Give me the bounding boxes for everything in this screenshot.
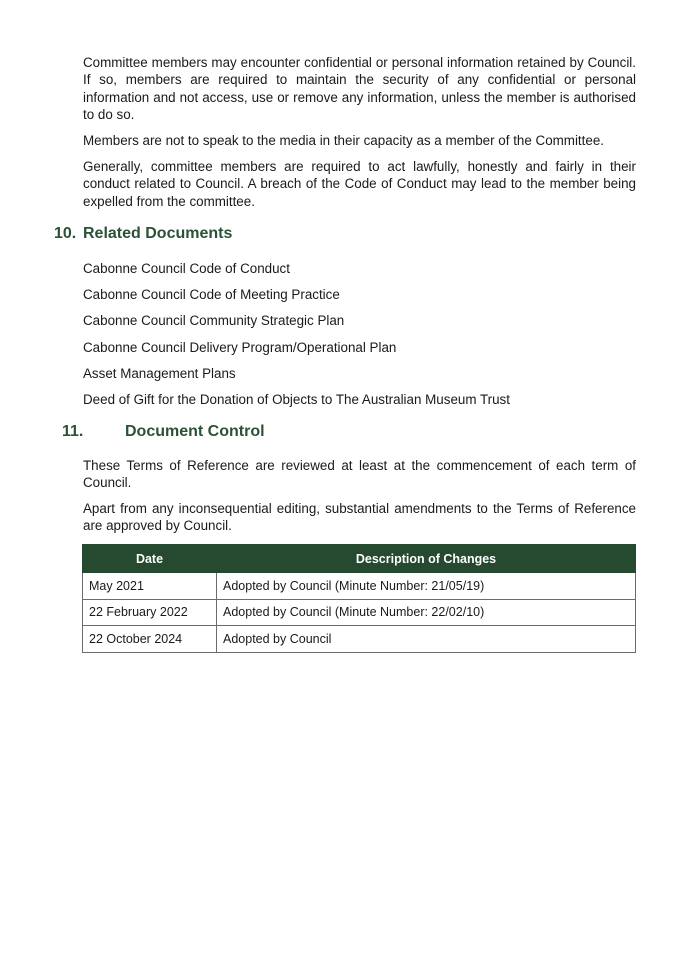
related-document-item: Deed of Gift for the Donation of Objects to The Australian Museum Trust <box>83 392 510 407</box>
section-11-number: 11. <box>62 423 84 440</box>
description-cell: Adopted by Council (Minute Number: 22/02/10) <box>217 599 636 626</box>
table-row <box>83 573 636 600</box>
table-row <box>83 626 636 653</box>
document-control-table <box>82 544 636 653</box>
related-document-item: Cabonne Council Code of Conduct <box>83 261 290 276</box>
section-10-number: 10. <box>54 225 77 242</box>
section-10-title: Related Documents <box>83 225 233 242</box>
date-cell: May 2021 <box>83 573 217 600</box>
amendments-paragraph: Apart from any inconsequential editing, substantial amendments to the Terms of Reference are approved by Council. <box>83 501 636 534</box>
date-column-header: Date <box>83 545 217 573</box>
date-cell: 22 February 2022 <box>83 599 217 626</box>
media-paragraph: Members are not to speak to the media in their capacity as a member of the Committee. <box>83 133 604 148</box>
table-row <box>83 599 636 626</box>
related-document-item: Asset Management Plans <box>83 366 236 381</box>
confidentiality-paragraph: Committee members may encounter confidential or personal information retained by Council. If so, members are required to maintain the security of any confidential or personal information and not access, use or remove any information, unless the member is authorised to do so. <box>83 55 636 122</box>
table-header-row <box>83 545 636 573</box>
review-paragraph: These Terms of Reference are reviewed at least at the commencement of each term of Council. <box>83 458 636 491</box>
section-10-heading <box>54 225 232 243</box>
section-11-title: Document Control <box>125 423 265 440</box>
description-cell: Adopted by Council <box>217 626 636 653</box>
related-document-item: Cabonne Council Delivery Program/Operational Plan <box>83 340 397 355</box>
conduct-paragraph: Generally, committee members are required to act lawfully, honestly and fairly in their conduct related to Council. A breach of the Code of Conduct may lead to the member being expelled from the committee. <box>83 159 636 209</box>
description-column-header: Description of Changes <box>217 545 636 573</box>
description-cell: Adopted by Council (Minute Number: 21/05/19) <box>217 573 636 600</box>
section-11-heading <box>62 423 265 441</box>
date-cell: 22 October 2024 <box>83 626 217 653</box>
related-document-item: Cabonne Council Community Strategic Plan <box>83 313 345 328</box>
related-document-item: Cabonne Council Code of Meeting Practice <box>83 287 340 302</box>
